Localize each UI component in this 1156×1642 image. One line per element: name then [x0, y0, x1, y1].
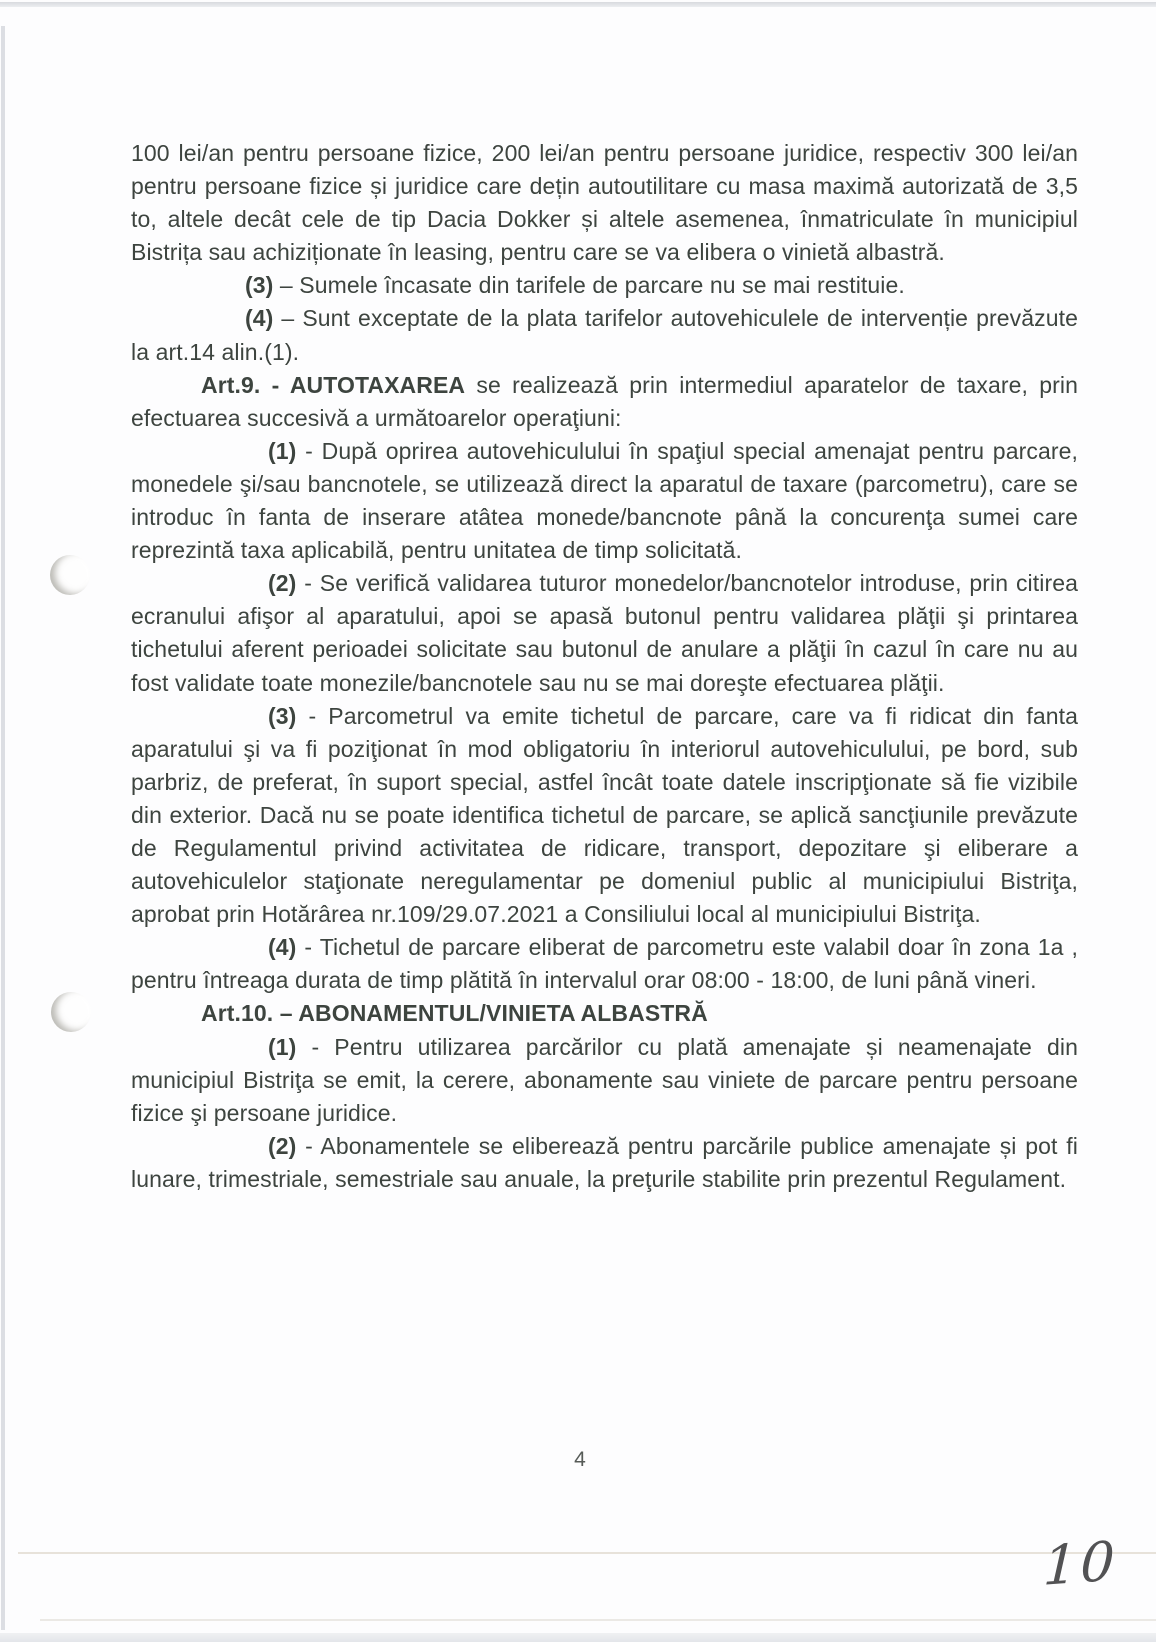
scan-edge-top — [0, 2, 1156, 7]
scan-crease-line — [18, 1552, 1156, 1554]
punch-hole-top — [50, 555, 90, 595]
paragraph-text: - Abonamentele se eliberează pentru parcările publice amenajate și pot fi lunare, trimestriale, semestriale sau anuale, la preţurile stabilite prin prezentul Regulament. — [131, 1132, 1078, 1192]
paragraph-text: – Sumele încasate din tarifele de parcare nu se mai restituie. — [273, 272, 905, 299]
paragraph-lead: (3) — [245, 272, 274, 299]
paragraph-lead: Art.9. - AUTOTAXAREA — [201, 371, 466, 398]
paragraph-lead: (2) — [268, 1132, 297, 1159]
paragraph — [131, 435, 1078, 567]
paragraph-text: - Pentru utilizarea parcărilor cu plată amenajate și neamenajate din municipiul Bistriţa se emit, la cerere, abonamente sau viniete de parcare pentru persoane fizice şi persoane juridice. — [131, 1033, 1078, 1126]
paragraph — [131, 567, 1078, 699]
page-number: 4 — [574, 1448, 586, 1471]
paragraph-lead: Art.10. – ABONAMENTUL/VINIETA ALBASTRĂ — [201, 1000, 708, 1027]
scan-crease-line — [40, 1619, 1156, 1621]
scan-edge-bottom — [0, 1633, 1156, 1642]
paragraph-lead: (2) — [268, 570, 297, 597]
paragraph — [131, 931, 1078, 997]
paragraph-text: – Sunt exceptate de la plata tarifelor autovehiculele de intervenție prevăzute la art.14 alin.(1). — [131, 305, 1078, 365]
paragraph — [131, 302, 1078, 368]
scan-edge-left — [1, 26, 5, 1630]
punch-hole-bottom — [51, 992, 91, 1032]
paragraph-text: - Tichetul de parcare eliberat de parcometru este valabil doar în zona 1a , pentru întreaga durata de timp plătită în intervalul orar 08:00 - 18:00, de luni până vineri. — [131, 934, 1078, 994]
paragraph-text: - Se verifică validarea tuturor monedelor/bancnotelor introduse, prin citirea ecranului afişor al aparatului, apoi se apasă butonul pentru validarea plăţii şi printarea tichetului aferent perioadei solicitate sau butonul de anulare a plăţii în cazul în care nu au fost validate toate monezile/bancnotele sau nu se mai doreşte efectuarea plăţii. — [131, 570, 1078, 696]
paragraph-text: 100 lei/an pentru persoane fizice, 200 lei/an pentru persoane juridice, respectiv 300 lei/an pentru persoane fizice și juridice care dețin autoutilitare cu masa maximă autorizată de 3,5 to, altele decât cele de tip Dacia Dokker și altele asemenea, înmatriculate în municipiul Bistrița sau achiziționate în leasing, pentru care se va elibera o vinietă albastră. — [131, 140, 1078, 266]
document-body — [131, 137, 1078, 1196]
paragraph — [131, 700, 1078, 932]
paragraph-lead: (1) — [268, 1033, 297, 1060]
paragraph-text: se realizează prin intermediul aparatelor de taxare, prin efectuarea succesivă a următoarelor operaţiuni: — [131, 371, 1078, 431]
paragraph — [131, 997, 1078, 1030]
paragraph-lead: (3) — [268, 702, 297, 729]
paragraph — [131, 137, 1078, 269]
paragraph-lead: (4) — [245, 305, 274, 332]
paragraph — [131, 269, 1078, 302]
paragraph-lead: (1) — [268, 437, 297, 464]
paragraph — [131, 1130, 1078, 1196]
paragraph-text: - Parcometrul va emite tichetul de parcare, care va fi ridicat din fanta aparatului şi va fi poziţionat în mod obligatoriu în interiorul autovehiculului, pe bord, sub parbriz, de preferat, în suport special, astfel încât toate datele inscripţionate să fie vizibile din exterior. Dacă nu se poate identifica tichetul de parcare, se aplică sancţiunile prevăzute de Regulamentul privind activitatea de ridicare, transport, depozitare şi eliberare a autovehiculelor staţionate neregulamentar pe domeniul public al municipiului Bistriţa, aprobat prin Hotărârea nr.109/29.07.2021 a Consiliului local al municipiului Bistriţa. — [131, 702, 1078, 928]
paragraph — [131, 1031, 1078, 1130]
handwritten-page-mark: 10 — [1041, 1529, 1119, 1598]
paragraph-lead: (4) — [268, 934, 297, 961]
paragraph — [131, 369, 1078, 435]
paragraph-text: - După oprirea autovehiculului în spaţiul special amenajat pentru parcare, monedele şi/sau bancnotele, se utilizează direct la aparatul de taxare (parcometru), care se introduc în fanta de inserare atâtea monede/bancnote până la concurenţa sumei care reprezintă taxa aplicabilă, pentru unitatea de timp solicitată. — [131, 437, 1078, 564]
